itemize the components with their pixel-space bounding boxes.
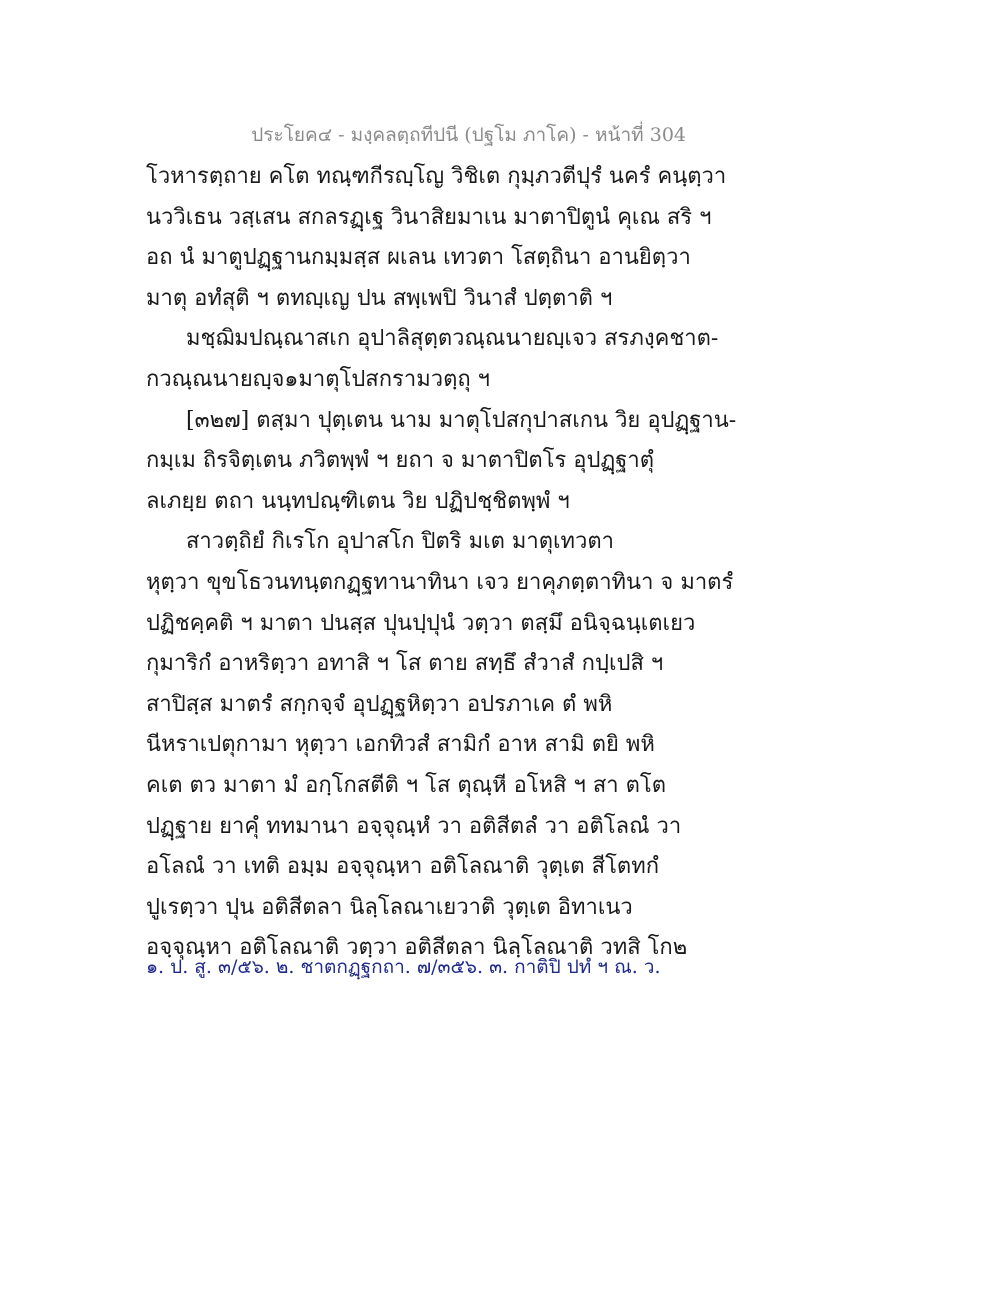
text-line: ปูเรตฺวา ปุน อติสีตลา นิลฺโลณาเยวาติ วุตฺเต อิทาเนว (146, 894, 633, 920)
footnotes: ๑. ป. สู. ๓/๕๖. ๒. ชาตกฏฺฐกถา. ๗/๓๕๖. ๓. กาติปิ ปทํ ฯ ณ. ว. (146, 956, 661, 978)
text-line: สาปิสฺส มาตรํ สกฺกจฺจํ อุปฏฺฐหิตฺวา อปรภาเค ตํ พหิ (146, 691, 613, 717)
text-line: คเต ตว มาตา มํ อกฺโกสตีติ ฯ โส ตุณฺหี อโหสิ ฯ สา ตโต (146, 772, 667, 798)
running-header: ประโยค๔ - มงฺคลตฺถทีปนี (ปฐโม ภาโค) - หน้าที่ 304 (251, 124, 686, 146)
text-line: มชฺฌิมปณฺณาสเก อุปาลิสุตฺตวณฺณนายญฺเจว สรภงฺคชาต- (186, 326, 719, 352)
text-line: หุตฺวา ขุขโธวนทนฺตกฏฺฐทานาทินา เจว ยาคุภตฺตาทินา จ มาตรํ (146, 569, 734, 595)
text-line: อจฺจุณฺหา อติโลณาติ วตฺวา อติสีตลา นิลฺโลณาติ วทสิ โก๒ (146, 935, 688, 961)
text-line: นีหราเปตุกามา หุตฺวา เอกทิวสํ สามิกํ อาห สามิ ตยิ พหิ (146, 732, 655, 758)
text-line: อโลณํ วา เทติ อมฺม อจฺจุณฺหา อติโลณาติ วุตฺเต สีโตทกํ (146, 854, 660, 880)
text-line: ลเภยฺย ตถา นนฺทปณฺฑิเตน วิย ปฏิปชฺชิตพฺพํ ฯ (146, 488, 570, 514)
text-line: กมฺเม ถิรจิตฺเตน ภวิตพฺพํ ฯ ยถา จ มาตาปิตโร อุปฏฺฐาตุํ (146, 448, 655, 474)
text-line: ปฏิชคฺคติ ฯ มาตา ปนสฺส ปุนปฺปุนํ วตฺวา ตสฺมึ อนิจฺฉนฺเตเยว (146, 610, 696, 636)
text-line: นววิเธน วสฺเสน สกลรฏฺเฐ วินาสิยมาเน มาตาปิตูนํ คุเณ สริ ฯ (146, 204, 712, 230)
text-line: มาตุ อทํสุติ ฯ ตทญฺเญ ปน สพฺเพปิ วินาสํ ปตฺตาติ ฯ (146, 285, 613, 311)
text-line: โวหารตฺถาย คโต ทณฺฑกีรญฺโญ วิชิเต กุมฺภวตีปุรํ นครํ คนฺตฺวา (146, 164, 727, 189)
text-line: อถ นํ มาตูปฏฺฐานกมฺมสฺส ผเลน เทวตา โสตฺถินา อานยิตฺวา (146, 245, 691, 271)
text-line: กวณฺณนายญฺจ๑มาตุโปสกรามวตฺถุ ฯ (146, 366, 491, 392)
body-text (146, 157, 737, 969)
text-line: สาวตฺถิยํ กิเรโก อุปาสโก ปิตริ มเต มาตุเทวตา (186, 529, 615, 555)
text-line: กุมาริกํ อาหริตฺวา อทาสิ ฯ โส ตาย สทฺธึ สํวาสํ กปฺเปสิ ฯ (146, 651, 664, 677)
text-line: ปฏฺฐาย ยาคุํ ททมานา อจฺจุณฺหํ วา อติสีตลํ วา อติโลณํ วา (146, 813, 682, 839)
text-line: [๓๒๗] ตสฺมา ปุตฺเตน นาม มาตุโปสกุปาสเกน วิย อุปฏฺฐาน- (186, 407, 737, 433)
